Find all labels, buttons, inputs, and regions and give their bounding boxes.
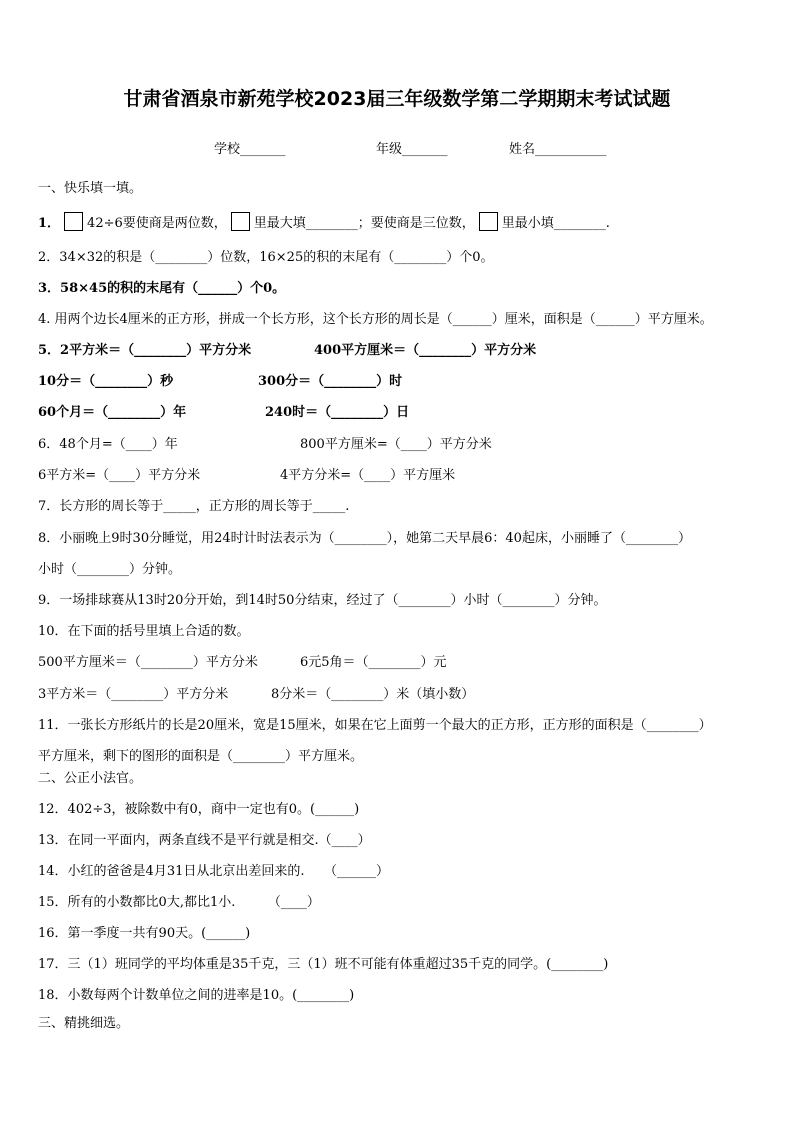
question-15: 15．所有的小数都比0大,都比1小. （____）: [38, 895, 320, 910]
blank-box: [64, 212, 83, 231]
question-10-item: 8分米＝（________）米（填小数）: [271, 687, 475, 702]
question-10-item: 3平方米＝（________）平方分米: [38, 687, 229, 702]
question-10-row-1: [38, 654, 447, 672]
question-1-number: 1．: [38, 216, 61, 231]
page-title: 甘肃省酒泉市新苑学校2023届三年级数学第二学期期末考试试题: [123, 88, 671, 110]
header-fields: [214, 141, 607, 159]
question-5-row-2: [38, 373, 403, 391]
question-4: 4. 用两个边长4厘米的正方形，拼成一个长方形，这个长方形的周长是（______）厘米，面积是（______）平方厘米。: [38, 312, 713, 327]
blank-box: [231, 212, 250, 231]
section-1-heading: 一、快乐填一填。: [38, 181, 143, 196]
question-8-line-1: 8．小丽晚上9时30分睡觉，用24时计时法表示为（________），她第二天早晨6：40起床，小丽睡了（________）: [38, 531, 691, 546]
question-5-item: 10分＝（________）秒: [38, 374, 174, 389]
question-11-line-1: 11．一张长方形纸片的长是20厘米，宽是15厘米，如果在它上面剪一个最大的正方形，正方形的面积是（________）: [38, 718, 712, 733]
section-2-heading: 二、公正小法官。: [38, 771, 143, 786]
question-5-item: 400平方厘米＝（________）平方分米: [314, 343, 537, 358]
question-16: 16．第一季度一共有90天。(______): [38, 926, 251, 941]
question-1-text-a: 42÷6要使商是两位数，: [87, 216, 227, 231]
grade-field: 年级_______: [376, 142, 448, 157]
question-5-row-1: [38, 342, 537, 360]
question-10-item: 500平方厘米＝（________）平方分米: [38, 655, 258, 670]
question-5-row-3: [38, 404, 410, 422]
question-10-item: 6元5角＝（________）元: [300, 655, 447, 670]
question-6-item: 6．48个月=（____）年: [38, 437, 178, 452]
question-18: 18．小数每两个计数单位之间的进率是10。(________): [38, 988, 355, 1003]
question-5-item: 60个月＝（________）年: [38, 405, 187, 420]
question-10-intro: 10．在下面的括号里填上合适的数。: [38, 624, 250, 639]
question-13: 13．在同一平面内，两条直线不是平行就是相交.（____）: [38, 833, 371, 848]
question-8-line-2: 小时（________）分钟。: [38, 562, 182, 577]
question-5-item: 5．2平方米＝（________）平方分米: [38, 343, 252, 358]
question-5-item: 240时＝（________）日: [265, 405, 410, 420]
question-7: 7．长方形的周长等于_____，正方形的周长等于_____.: [38, 499, 350, 514]
school-field: 学校_______: [214, 142, 286, 157]
question-14: 14．小红的爸爸是4月31日从北京出差回来的. （______）: [38, 864, 389, 879]
question-3: 3．58×45的积的末尾有（______）个0。: [38, 281, 286, 296]
question-1-text-b: 里最大填________；要使商是三位数，: [253, 216, 475, 231]
question-6-row-1: [38, 436, 492, 454]
question-1-text-c: 里最小填________.: [501, 216, 610, 231]
section-3-heading: 三、精挑细选。: [38, 1016, 130, 1031]
question-12: 12．402÷3，被除数中有0，商中一定也有0。(______): [38, 802, 360, 817]
name-field: 姓名___________: [509, 142, 607, 157]
question-9: 9．一场排球赛从13时20分开始，到14时50分结束，经过了（________）小时（________）分钟。: [38, 593, 607, 608]
question-5-item: 300分＝（________）时: [258, 374, 403, 389]
question-10-row-2: [38, 686, 475, 704]
question-11-line-2: 平方厘米，剩下的图形的面积是（________）平方厘米。: [38, 749, 364, 764]
question-6-row-2: [38, 467, 456, 485]
question-2: 2．34×32的积是（________）位数，16×25的积的末尾有（________）个0。: [38, 250, 494, 265]
blank-box: [479, 212, 498, 231]
question-17: 17．三（1）班同学的平均体重是35千克，三（1）班不可能有体重超过35千克的同学。(________): [38, 957, 609, 972]
question-6-item: 4平方分米=（____）平方厘米: [280, 468, 456, 483]
question-6-item: 6平方米=（____）平方分米: [38, 468, 201, 483]
question-1: [38, 212, 610, 233]
question-6-item: 800平方厘米=（____）平方分米: [300, 437, 492, 452]
